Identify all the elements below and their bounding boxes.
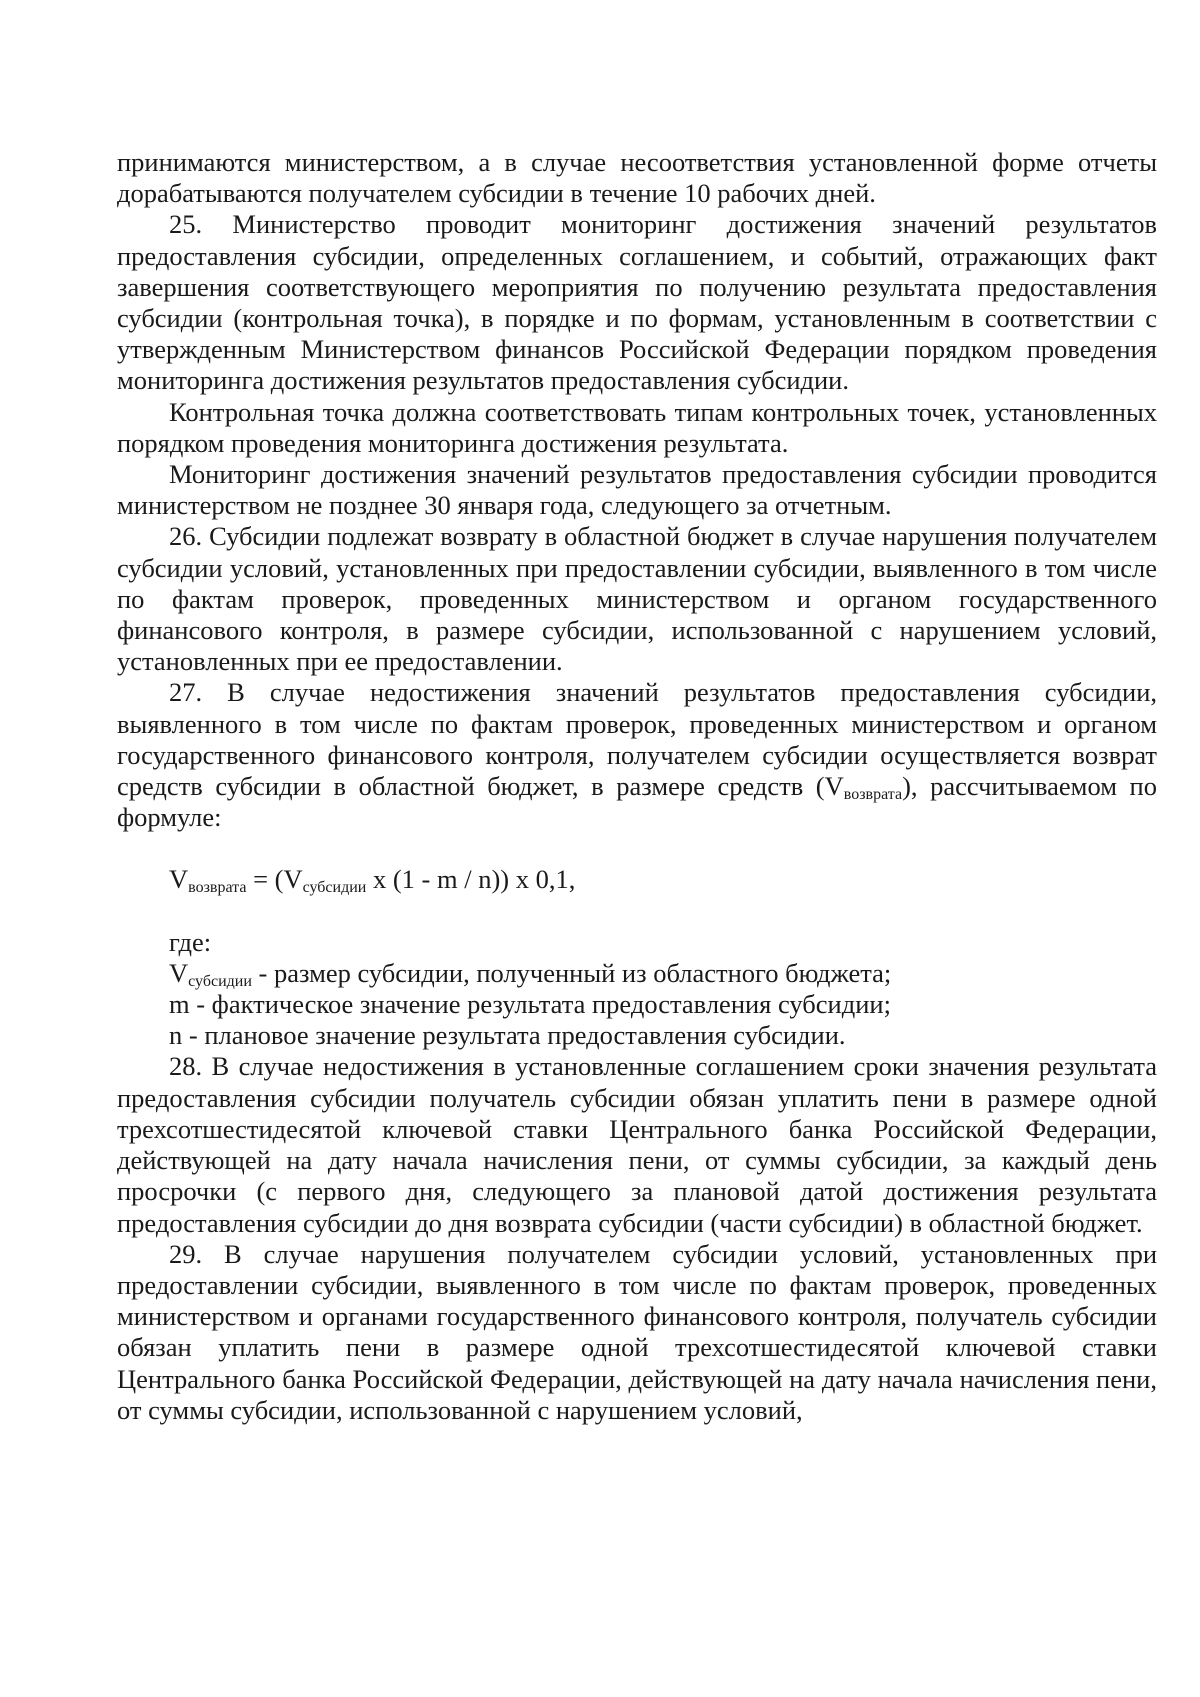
paragraph-intro: принимаются министерством, а в случае несоответствия установленной форме отчеты дорабатываются получателем субсидии в течение 10 рабочих дней.: [117, 147, 1157, 209]
paragraph-27-tail: ), рассчитываемом по формуле:: [117, 771, 1157, 833]
paragraph-28: 28. В случае недостижения в установленные соглашением сроки значения результата предоставления субсидии получатель субсидии обязан уплатить пени в размере одной трехсотшестидесятой ключевой ставки Центрального банка Российской Федерации, действующей на дату начала начисления пени, от суммы субсидии, за каждый день просрочки (с первого дня, следующего за плановой датой достижения результата предоставления субсидии до дня возврата субсидии (части субсидии) в областной бюджет.: [117, 1051, 1157, 1238]
formula-tail: x (1 - m / n)) x 0,1,: [366, 864, 576, 895]
paragraph-25-monitoring: Мониторинг достижения значений результатов предоставления субсидии проводится министерством не позднее 30 января года, следующего за отчетным.: [117, 459, 1157, 521]
definition-v-subsidy: [117, 958, 1157, 989]
definition-n: n - плановое значение результата предоставления субсидии.: [169, 1020, 846, 1051]
paragraph-25: 25. Министерство проводит мониторинг достижения значений результатов предоставления субсидии, определенных соглашением, и событий, отражающих факт завершения соответствующего мероприятия по получению результата предоставления субсидии (контрольная точка), в порядке и по формам, установленным в соответствии с утвержденным Министерством финансов Российской Федерации порядком проведения мониторинга достижения результатов предоставления субсидии.: [117, 209, 1157, 396]
formula-sub-refund: возврата: [188, 879, 247, 897]
definition-m: m - фактическое значение результата предоставления субсидии;: [169, 989, 891, 1020]
paragraph-26: 26. Субсидии подлежат возврату в областной бюджет в случае нарушения получателем субсидии условий, установленных при предоставлении субсидии, выявленного в том числе по фактам проверок, проведенных министерством и органом государственного финансового контроля, в размере субсидии, использованной с нарушением условий, установленных при ее предоставлении.: [117, 521, 1157, 677]
definition-v-text: - размер субсидии, полученный из областного бюджета;: [251, 957, 892, 988]
definition-v-subscript: субсидии: [188, 972, 252, 990]
where-label: где:: [169, 926, 212, 957]
formula-equals: = (V: [246, 864, 303, 895]
paragraph-27: [117, 677, 1157, 833]
paragraph-27-text: 27. В случае недостижения значений результатов предоставления субсидии, выявленного в том числе по фактам проверок, проведенных министерством и органом государственного финансового контроля, получателем субсидии осуществляется возврат средств субсидии в областной бюджет, в размере средств (V: [117, 677, 1157, 802]
paragraph-27-subscript: возврата: [843, 786, 903, 804]
refund-formula: [117, 864, 1157, 895]
paragraph-25-control-point: Контрольная точка должна соответствовать типам контрольных точек, установленных порядком проведения мониторинга достижения результата.: [117, 396, 1157, 458]
formula-v: V: [169, 864, 189, 895]
definition-v: V: [169, 957, 189, 988]
paragraph-29: 29. В случае нарушения получателем субсидии условий, установленных при предоставлении субсидии, выявленного в том числе по фактам проверок, проведенных министерством и органами государственного финансового контроля, получатель субсидии обязан уплатить пени в размере одной трехсотшестидесятой ключевой ставки Центрального банка Российской Федерации, действующей на дату начала начисления пени, от суммы субсидии, использованной с нарушением условий,: [117, 1238, 1157, 1425]
document-page: [117, 147, 1157, 1426]
formula-sub-subsidy: субсидии: [302, 879, 367, 897]
